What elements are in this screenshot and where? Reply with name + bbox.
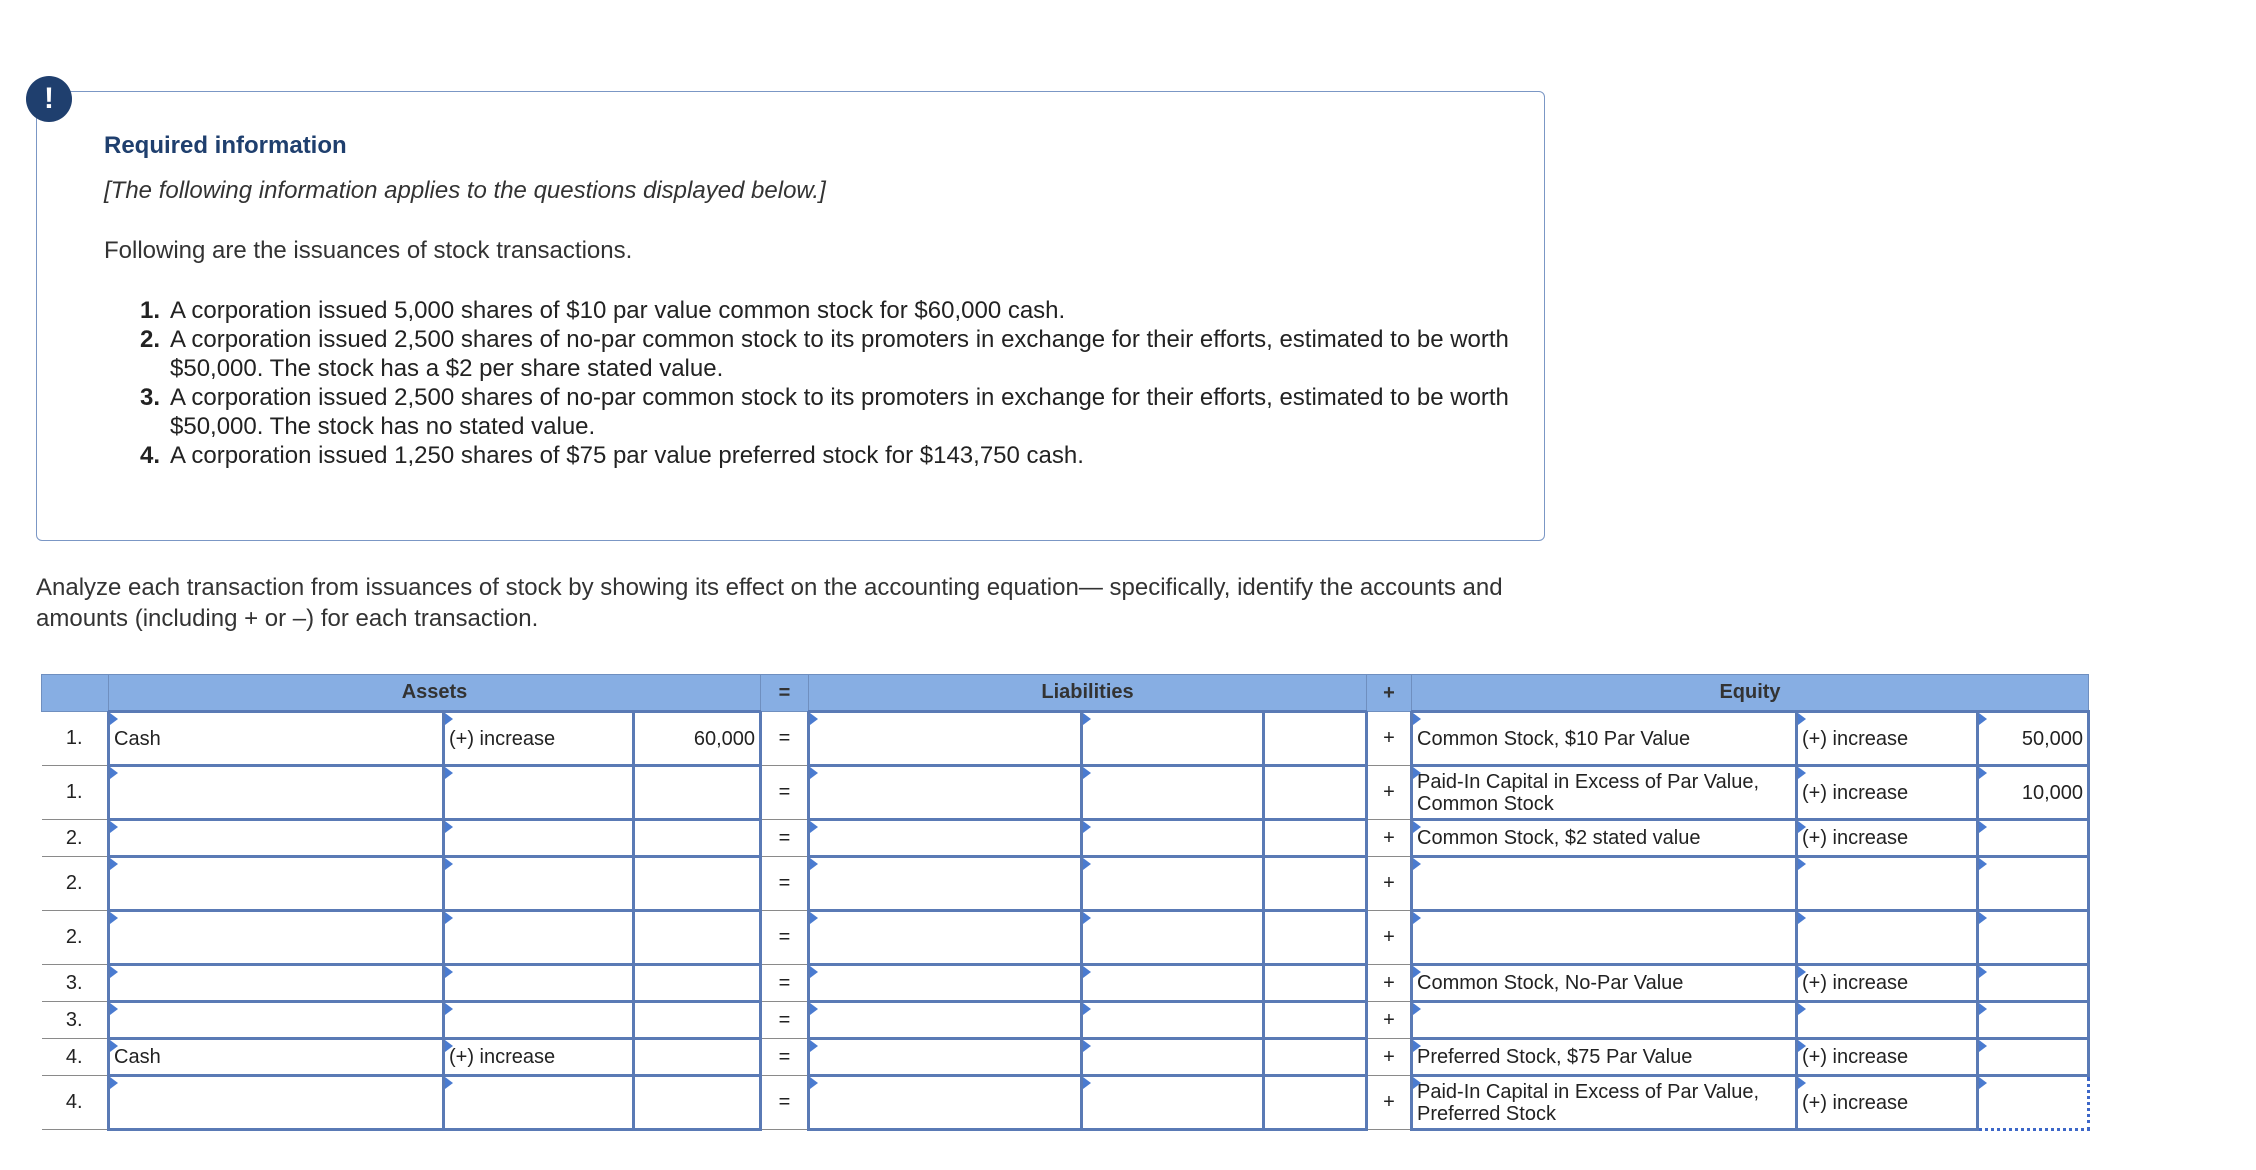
asset-account-select[interactable] bbox=[109, 766, 444, 820]
plus-sign: + bbox=[1367, 965, 1412, 1002]
liability-amount-input[interactable] bbox=[1264, 820, 1367, 857]
dropdown-indicator-icon bbox=[1798, 821, 1806, 833]
plus-sign: + bbox=[1367, 857, 1412, 911]
transaction-text: A corporation issued 1,250 shares of $75 par value preferred stock for $143,750 cash. bbox=[170, 442, 1084, 469]
plus-sign: + bbox=[1367, 820, 1412, 857]
row-number: 4. bbox=[42, 1039, 109, 1076]
equity-amount-input[interactable] bbox=[1978, 911, 2089, 965]
dropdown-indicator-icon bbox=[1798, 713, 1806, 725]
equals-sign: = bbox=[761, 766, 809, 820]
asset-account-select[interactable] bbox=[109, 857, 444, 911]
liability-effect-select[interactable] bbox=[1082, 1002, 1264, 1039]
equals-sign: = bbox=[761, 820, 809, 857]
asset-effect-select[interactable] bbox=[444, 766, 634, 820]
asset-effect-select[interactable]: (+) increase bbox=[444, 1039, 634, 1076]
liability-effect-select[interactable] bbox=[1082, 857, 1264, 911]
equals-sign: = bbox=[761, 1076, 809, 1130]
dropdown-indicator-icon bbox=[1083, 713, 1091, 725]
dropdown-indicator-icon bbox=[1083, 767, 1091, 779]
table-row bbox=[42, 712, 2089, 766]
equity-account-select[interactable] bbox=[1412, 857, 1797, 911]
dropdown-indicator-icon bbox=[810, 713, 818, 725]
asset-amount-input[interactable] bbox=[634, 1076, 761, 1130]
equity-amount-input[interactable] bbox=[1978, 857, 2089, 911]
header-plus: + bbox=[1367, 675, 1412, 712]
table-row bbox=[42, 820, 2089, 857]
liability-account-select[interactable] bbox=[809, 766, 1082, 820]
asset-effect-select[interactable]: (+) increase bbox=[444, 712, 634, 766]
dropdown-indicator-icon bbox=[1413, 1040, 1421, 1052]
table-row bbox=[42, 911, 2089, 965]
header-assets: Assets bbox=[109, 675, 761, 712]
dropdown-indicator-icon bbox=[1979, 767, 1987, 779]
equity-account-select[interactable]: Preferred Stock, $75 Par Value bbox=[1412, 1039, 1797, 1076]
equity-effect-select[interactable]: (+) increase bbox=[1797, 1076, 1978, 1130]
dropdown-indicator-icon bbox=[1979, 1003, 1987, 1015]
equity-amount-input[interactable]: 10,000 bbox=[1978, 766, 2089, 820]
liability-account-select[interactable] bbox=[809, 965, 1082, 1002]
liability-amount-input[interactable] bbox=[1264, 911, 1367, 965]
transaction-number: 2. bbox=[140, 326, 161, 353]
asset-account-select[interactable] bbox=[109, 1076, 444, 1130]
transaction-number: 1. bbox=[140, 297, 161, 324]
liability-amount-input[interactable] bbox=[1264, 1002, 1367, 1039]
transaction-item bbox=[140, 441, 1510, 470]
dropdown-indicator-icon bbox=[1979, 1077, 1987, 1089]
asset-effect-select[interactable] bbox=[444, 1076, 634, 1130]
liability-amount-input[interactable] bbox=[1264, 965, 1367, 1002]
dropdown-indicator-icon bbox=[445, 713, 453, 725]
dropdown-indicator-icon bbox=[1083, 858, 1091, 870]
asset-account-select[interactable] bbox=[109, 911, 444, 965]
liability-account-select[interactable] bbox=[809, 1076, 1082, 1130]
table-row bbox=[42, 766, 2089, 820]
row-number: 4. bbox=[42, 1076, 109, 1130]
equals-sign: = bbox=[761, 712, 809, 766]
dropdown-indicator-icon bbox=[445, 966, 453, 978]
dropdown-indicator-icon bbox=[810, 858, 818, 870]
equity-account-select[interactable]: Common Stock, $10 Par Value bbox=[1412, 712, 1797, 766]
transaction-text: A corporation issued 2,500 shares of no-par common stock to its promoters in exchange for their efforts, estimated to be worth $50,000. The stock has no stated value. bbox=[170, 384, 1509, 440]
equity-effect-select[interactable]: (+) increase bbox=[1797, 820, 1978, 857]
row-number: 1. bbox=[42, 712, 109, 766]
liability-amount-input[interactable] bbox=[1264, 1076, 1367, 1130]
equity-account-select[interactable]: Common Stock, No-Par Value bbox=[1412, 965, 1797, 1002]
row-number: 2. bbox=[42, 911, 109, 965]
equity-effect-select[interactable]: (+) increase bbox=[1797, 965, 1978, 1002]
asset-account-select[interactable] bbox=[109, 820, 444, 857]
liability-effect-select[interactable] bbox=[1082, 712, 1264, 766]
table-row bbox=[42, 965, 2089, 1002]
dropdown-indicator-icon bbox=[1083, 966, 1091, 978]
transaction-number: 4. bbox=[140, 442, 161, 469]
alert-icon: ! bbox=[26, 76, 72, 122]
dropdown-indicator-icon bbox=[1798, 858, 1806, 870]
dropdown-indicator-icon bbox=[110, 821, 118, 833]
transaction-item bbox=[140, 383, 1510, 441]
liability-effect-select[interactable] bbox=[1082, 911, 1264, 965]
table-row bbox=[42, 1039, 2089, 1076]
equity-account-select[interactable] bbox=[1412, 1002, 1797, 1039]
dropdown-indicator-icon bbox=[110, 858, 118, 870]
dropdown-indicator-icon bbox=[445, 912, 453, 924]
asset-amount-input[interactable] bbox=[634, 911, 761, 965]
header-liabilities: Liabilities bbox=[809, 675, 1367, 712]
liability-account-select[interactable] bbox=[809, 857, 1082, 911]
dropdown-indicator-icon bbox=[1798, 966, 1806, 978]
header-equity: Equity bbox=[1412, 675, 2089, 712]
dropdown-indicator-icon bbox=[1979, 821, 1987, 833]
liability-account-select[interactable] bbox=[809, 712, 1082, 766]
dropdown-indicator-icon bbox=[1979, 858, 1987, 870]
transactions-intro: Following are the issuances of stock transactions. bbox=[104, 237, 633, 264]
row-number: 2. bbox=[42, 857, 109, 911]
asset-amount-input[interactable] bbox=[634, 965, 761, 1002]
equals-sign: = bbox=[761, 1002, 809, 1039]
dropdown-indicator-icon bbox=[810, 767, 818, 779]
dropdown-indicator-icon bbox=[810, 1003, 818, 1015]
liability-amount-input[interactable] bbox=[1264, 857, 1367, 911]
transaction-item bbox=[140, 296, 1510, 325]
dropdown-indicator-icon bbox=[1413, 912, 1421, 924]
dropdown-indicator-icon bbox=[1413, 1077, 1421, 1089]
dropdown-indicator-icon bbox=[1413, 858, 1421, 870]
dropdown-indicator-icon bbox=[1798, 1077, 1806, 1089]
instructions: Analyze each transaction from issuances of stock by showing its effect on the accounting equation— specifically, identify the accounts and amounts (including + or –) for each transaction. bbox=[36, 574, 1503, 632]
dropdown-indicator-icon bbox=[445, 821, 453, 833]
dropdown-indicator-icon bbox=[1979, 966, 1987, 978]
dropdown-indicator-icon bbox=[110, 767, 118, 779]
dropdown-indicator-icon bbox=[1413, 1003, 1421, 1015]
accounting-equation-table bbox=[41, 674, 2090, 1131]
asset-effect-select[interactable] bbox=[444, 911, 634, 965]
asset-amount-input[interactable] bbox=[634, 1039, 761, 1076]
dropdown-indicator-icon bbox=[1413, 767, 1421, 779]
asset-effect-select[interactable] bbox=[444, 857, 634, 911]
equity-amount-input[interactable] bbox=[1978, 820, 2089, 857]
required-info-subtitle: [The following information applies to the questions displayed below.] bbox=[104, 177, 826, 204]
dropdown-indicator-icon bbox=[1083, 1040, 1091, 1052]
dropdown-indicator-icon bbox=[110, 1040, 118, 1052]
asset-account-select[interactable] bbox=[109, 1002, 444, 1039]
dropdown-indicator-icon bbox=[1413, 966, 1421, 978]
equity-amount-input[interactable] bbox=[1978, 1002, 2089, 1039]
equity-amount-input[interactable] bbox=[1978, 1039, 2089, 1076]
dropdown-indicator-icon bbox=[1083, 1077, 1091, 1089]
asset-effect-select[interactable] bbox=[444, 1002, 634, 1039]
asset-amount-input[interactable] bbox=[634, 857, 761, 911]
liability-account-select[interactable] bbox=[809, 911, 1082, 965]
table-row bbox=[42, 1002, 2089, 1039]
row-number: 3. bbox=[42, 965, 109, 1002]
asset-effect-select[interactable] bbox=[444, 820, 634, 857]
dropdown-indicator-icon bbox=[810, 1077, 818, 1089]
dropdown-indicator-icon bbox=[110, 713, 118, 725]
equals-sign: = bbox=[761, 911, 809, 965]
asset-amount-input[interactable]: 60,000 bbox=[634, 712, 761, 766]
equity-amount-input[interactable] bbox=[1978, 965, 2089, 1002]
liability-effect-select[interactable] bbox=[1082, 1039, 1264, 1076]
dropdown-indicator-icon bbox=[445, 1003, 453, 1015]
dropdown-indicator-icon bbox=[445, 767, 453, 779]
liability-account-select[interactable] bbox=[809, 1039, 1082, 1076]
header-num bbox=[42, 675, 109, 712]
dropdown-indicator-icon bbox=[1083, 821, 1091, 833]
dropdown-indicator-icon bbox=[1979, 912, 1987, 924]
equity-effect-select[interactable]: (+) increase bbox=[1797, 766, 1978, 820]
liability-amount-input[interactable] bbox=[1264, 1039, 1367, 1076]
liability-amount-input[interactable] bbox=[1264, 712, 1367, 766]
table-header-row bbox=[42, 675, 2089, 712]
dropdown-indicator-icon bbox=[1413, 821, 1421, 833]
asset-account-select[interactable]: Cash bbox=[109, 712, 444, 766]
dropdown-indicator-icon bbox=[1798, 1003, 1806, 1015]
asset-amount-input[interactable] bbox=[634, 766, 761, 820]
asset-amount-input[interactable] bbox=[634, 1002, 761, 1039]
equals-sign: = bbox=[761, 1039, 809, 1076]
plus-sign: + bbox=[1367, 1002, 1412, 1039]
dropdown-indicator-icon bbox=[810, 821, 818, 833]
equity-effect-select[interactable] bbox=[1797, 911, 1978, 965]
liability-effect-select[interactable] bbox=[1082, 965, 1264, 1002]
plus-sign: + bbox=[1367, 1039, 1412, 1076]
plus-sign: + bbox=[1367, 1076, 1412, 1130]
dropdown-indicator-icon bbox=[1798, 912, 1806, 924]
dropdown-indicator-icon bbox=[110, 1003, 118, 1015]
plus-sign: + bbox=[1367, 712, 1412, 766]
required-info-title: Required information bbox=[104, 132, 347, 159]
asset-account-select[interactable]: Cash bbox=[109, 1039, 444, 1076]
transaction-item bbox=[140, 325, 1510, 383]
transaction-text: A corporation issued 5,000 shares of $10 par value common stock for $60,000 cash. bbox=[170, 297, 1066, 324]
dropdown-indicator-icon bbox=[1979, 713, 1987, 725]
dropdown-indicator-icon bbox=[810, 966, 818, 978]
equity-account-select[interactable]: Paid-In Capital in Excess of Par Value, Preferred Stock bbox=[1412, 1076, 1797, 1130]
equity-effect-select[interactable] bbox=[1797, 857, 1978, 911]
equity-effect-select[interactable] bbox=[1797, 1002, 1978, 1039]
equity-amount-input[interactable]: 50,000 bbox=[1978, 712, 2089, 766]
dropdown-indicator-icon bbox=[110, 912, 118, 924]
transaction-number: 3. bbox=[140, 384, 161, 411]
equals-sign: = bbox=[761, 857, 809, 911]
plus-sign: + bbox=[1367, 766, 1412, 820]
equity-account-select[interactable]: Paid-In Capital in Excess of Par Value, Common Stock bbox=[1412, 766, 1797, 820]
equity-effect-select[interactable]: (+) increase bbox=[1797, 712, 1978, 766]
equity-amount-input[interactable] bbox=[1978, 1076, 2089, 1130]
asset-amount-input[interactable] bbox=[634, 820, 761, 857]
dropdown-indicator-icon bbox=[1083, 1003, 1091, 1015]
dropdown-indicator-icon bbox=[445, 1040, 453, 1052]
dropdown-indicator-icon bbox=[810, 912, 818, 924]
row-number: 3. bbox=[42, 1002, 109, 1039]
dropdown-indicator-icon bbox=[810, 1040, 818, 1052]
dropdown-indicator-icon bbox=[1798, 1040, 1806, 1052]
header-equals: = bbox=[761, 675, 809, 712]
liability-account-select[interactable] bbox=[809, 1002, 1082, 1039]
liability-account-select[interactable] bbox=[809, 820, 1082, 857]
row-number: 1. bbox=[42, 766, 109, 820]
transaction-text: A corporation issued 2,500 shares of no-par common stock to its promoters in exchange for their efforts, estimated to be worth $50,000. The stock has a $2 per share stated value. bbox=[170, 326, 1509, 382]
dropdown-indicator-icon bbox=[445, 858, 453, 870]
dropdown-indicator-icon bbox=[1413, 713, 1421, 725]
transaction-list bbox=[140, 296, 1510, 470]
plus-sign: + bbox=[1367, 911, 1412, 965]
liability-effect-select[interactable] bbox=[1082, 766, 1264, 820]
table-row bbox=[42, 1076, 2089, 1130]
row-number: 2. bbox=[42, 820, 109, 857]
asset-account-select[interactable] bbox=[109, 965, 444, 1002]
dropdown-indicator-icon bbox=[1798, 767, 1806, 779]
liability-amount-input[interactable] bbox=[1264, 766, 1367, 820]
dropdown-indicator-icon bbox=[110, 966, 118, 978]
asset-effect-select[interactable] bbox=[444, 965, 634, 1002]
dropdown-indicator-icon bbox=[1083, 912, 1091, 924]
dropdown-indicator-icon bbox=[110, 1077, 118, 1089]
dropdown-indicator-icon bbox=[445, 1077, 453, 1089]
dropdown-indicator-icon bbox=[1979, 1040, 1987, 1052]
equity-account-select[interactable] bbox=[1412, 911, 1797, 965]
equity-account-select[interactable]: Common Stock, $2 stated value bbox=[1412, 820, 1797, 857]
equals-sign: = bbox=[761, 965, 809, 1002]
equity-effect-select[interactable]: (+) increase bbox=[1797, 1039, 1978, 1076]
table-row bbox=[42, 857, 2089, 911]
liability-effect-select[interactable] bbox=[1082, 1076, 1264, 1130]
liability-effect-select[interactable] bbox=[1082, 820, 1264, 857]
